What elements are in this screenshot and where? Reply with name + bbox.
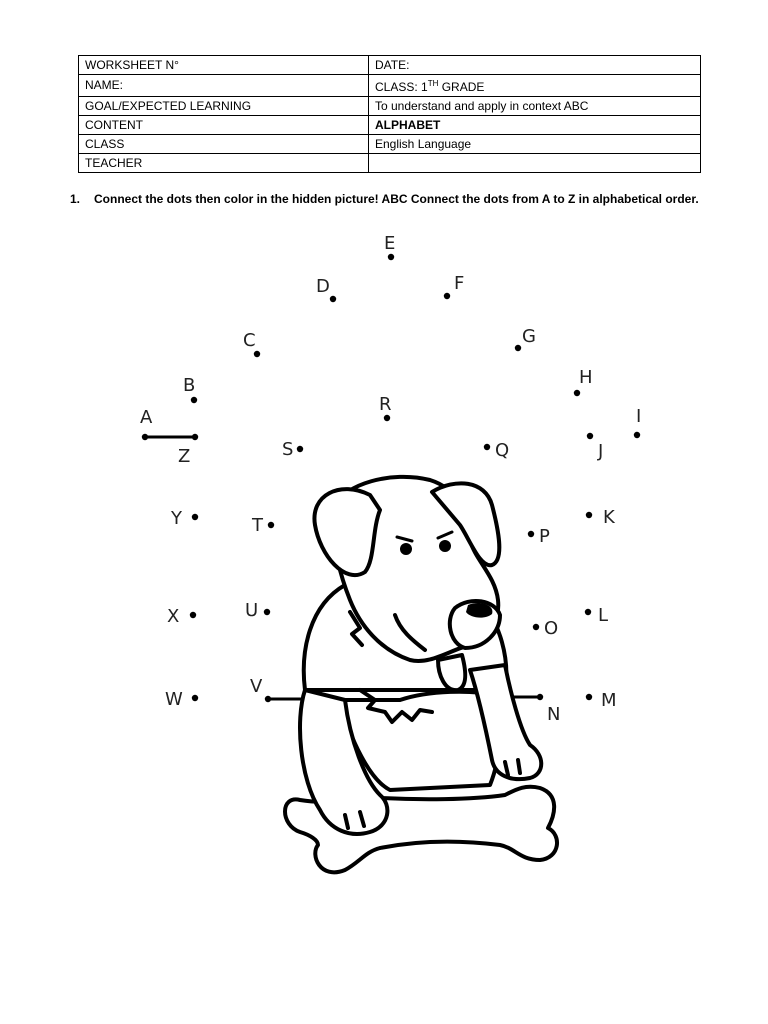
label-n: N bbox=[547, 704, 561, 725]
label-z: Z bbox=[178, 446, 191, 467]
label-c: C bbox=[243, 330, 256, 351]
dot-n bbox=[537, 694, 543, 700]
label-i: I bbox=[636, 406, 642, 427]
label-j: J bbox=[598, 441, 604, 462]
teacher-label: TEACHER bbox=[79, 154, 369, 173]
label-h: H bbox=[579, 367, 593, 388]
label-r: R bbox=[379, 394, 392, 415]
goal-label: GOAL/EXPECTED LEARNING bbox=[79, 97, 369, 116]
class-grade-tail: GRADE bbox=[438, 80, 485, 94]
dot-l bbox=[585, 609, 591, 615]
dot-b bbox=[191, 397, 197, 403]
dot-j bbox=[587, 433, 593, 439]
label-s: S bbox=[282, 439, 294, 460]
dot-e bbox=[388, 254, 394, 260]
label-w: W bbox=[165, 689, 183, 710]
dot-m bbox=[586, 694, 592, 700]
dot-p bbox=[528, 531, 534, 537]
label-k: K bbox=[603, 507, 615, 528]
content-value: ALPHABET bbox=[369, 116, 701, 135]
dot-q bbox=[484, 444, 490, 450]
dot-h bbox=[574, 390, 580, 396]
label-d: D bbox=[316, 276, 330, 297]
dog-left-eye bbox=[400, 543, 412, 555]
dot-g bbox=[515, 345, 521, 351]
dot-s bbox=[297, 446, 303, 452]
worksheet-number-label: WORKSHEET N° bbox=[79, 56, 369, 75]
label-t: T bbox=[252, 515, 263, 536]
dot-w bbox=[192, 695, 198, 701]
label-m: M bbox=[601, 690, 617, 711]
dot-x bbox=[190, 612, 196, 618]
label-q: Q bbox=[495, 440, 510, 461]
label-a: A bbox=[140, 407, 153, 428]
label-o: O bbox=[544, 618, 559, 639]
name-label: NAME: bbox=[79, 75, 369, 97]
class-grade-suffix: TH bbox=[427, 79, 439, 88]
class-label: CLASS bbox=[79, 135, 369, 154]
label-g: G bbox=[522, 326, 536, 347]
dot-d bbox=[330, 296, 336, 302]
dot-i bbox=[634, 432, 640, 438]
class-value: English Language bbox=[369, 135, 701, 154]
dot-f bbox=[444, 293, 450, 299]
label-p: P bbox=[539, 526, 550, 547]
date-field: DATE: bbox=[369, 56, 701, 75]
dot-c bbox=[254, 351, 260, 357]
dog-right-eye bbox=[439, 540, 451, 552]
dot-z bbox=[192, 434, 198, 440]
instruction-text: Connect the dots then color in the hidden picture! ABC Connect the dots from A to Z in alphabetical order. bbox=[94, 192, 699, 206]
label-b: B bbox=[183, 375, 196, 396]
label-y: Y bbox=[171, 508, 182, 529]
label-f: F bbox=[454, 273, 465, 294]
dog-illustration bbox=[285, 477, 557, 872]
class-grade-text: CLASS: 1 bbox=[375, 80, 428, 94]
label-x: X bbox=[167, 606, 180, 627]
label-l: L bbox=[598, 605, 609, 626]
dot-a bbox=[142, 434, 148, 440]
dot-o bbox=[533, 624, 539, 630]
dot-y bbox=[192, 514, 198, 520]
label-u: U bbox=[245, 600, 259, 621]
dot-r bbox=[384, 415, 390, 421]
instruction-number: 1. bbox=[70, 192, 81, 206]
dot-v bbox=[265, 696, 271, 702]
dog-left-ear bbox=[314, 489, 380, 575]
content-label: CONTENT bbox=[79, 116, 369, 135]
goal-value: To understand and apply in context ABC bbox=[369, 97, 701, 116]
label-e: E bbox=[384, 233, 396, 254]
label-v: V bbox=[250, 676, 263, 697]
dot-t bbox=[268, 522, 274, 528]
dot-k bbox=[586, 512, 592, 518]
dot-u bbox=[264, 609, 270, 615]
